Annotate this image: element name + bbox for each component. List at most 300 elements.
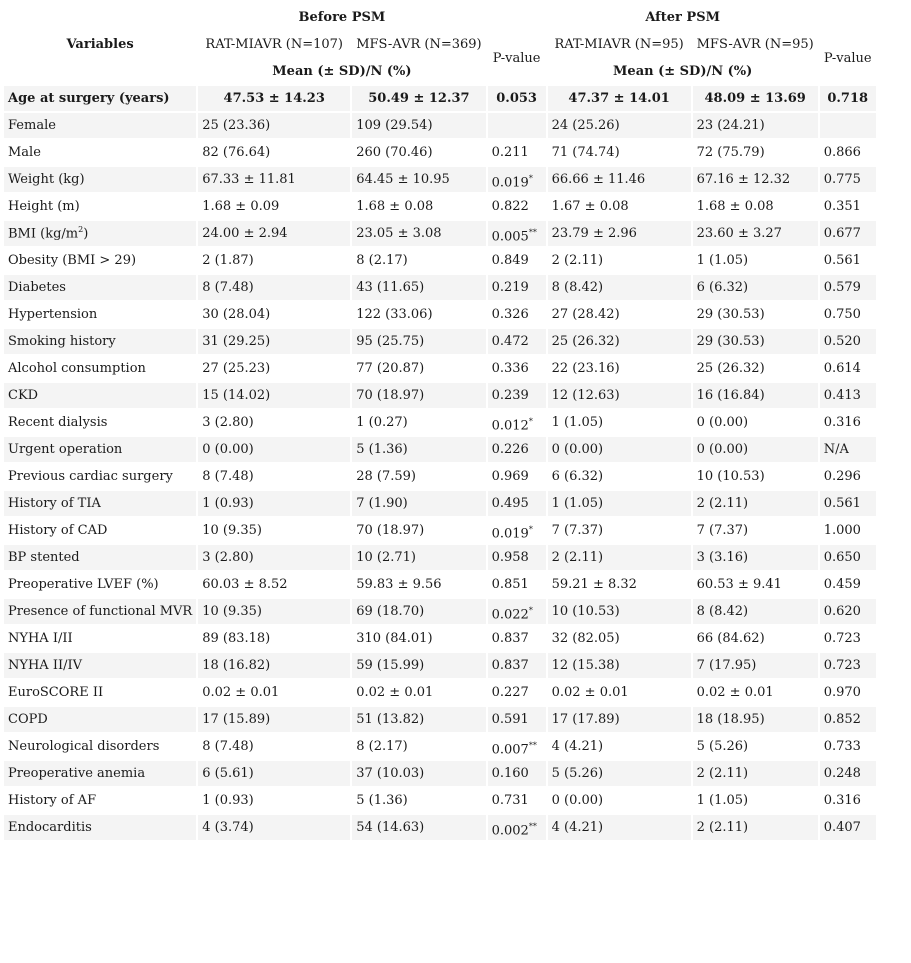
after-rat-value-text: 27 (28.42) [551, 307, 620, 322]
after-rat-value-text: 6 (6.32) [551, 469, 604, 484]
before-p-value-text: 0.227 [491, 685, 529, 700]
before-p-value [488, 248, 546, 273]
after-p-value [820, 410, 876, 435]
after-p-value-text: 0.413 [823, 388, 861, 403]
before-rat-value-text: 47.53 ± 14.23 [223, 91, 325, 106]
row-variable [4, 140, 196, 165]
after-rat-value-text: 10 (10.53) [551, 604, 620, 619]
before-p-value-text: 0.211 [491, 145, 529, 160]
before-p-value [488, 626, 546, 651]
after-rat-value [548, 518, 691, 543]
after-mfs-value [693, 221, 818, 246]
before-mfs-value-text: 7 (1.90) [356, 496, 408, 511]
before-mfs-value-text: 310 (84.01) [356, 631, 433, 646]
before-mfs-value-text: 59 (15.99) [356, 658, 425, 673]
row-variable [4, 518, 196, 543]
before-rat-value [198, 302, 350, 327]
after-p-value-text: 0.866 [823, 145, 861, 160]
after-mfs-value-text: 1 (1.05) [696, 253, 749, 268]
after-rat-value [548, 815, 691, 840]
before-p-value [488, 329, 546, 354]
before-rat-value-text: 1.68 ± 0.09 [202, 199, 280, 214]
before-rat-value-text: 82 (76.64) [202, 145, 271, 160]
after-rat-value-text: 12 (12.63) [551, 388, 620, 403]
after-rat-value-text: 4 (4.21) [551, 739, 604, 754]
before-mfs-value [352, 86, 485, 111]
after-rat-value [548, 113, 691, 138]
after-mfs-value [693, 410, 818, 435]
before-mfs-value-text: 0.02 ± 0.01 [356, 685, 434, 700]
after-p-value-text: 0.750 [823, 307, 861, 322]
before-rat-value [198, 329, 350, 354]
table-row [4, 707, 876, 732]
row-variable-text: Age at surgery (years) [8, 91, 170, 106]
row-variable-text: History of TIA [8, 496, 101, 511]
after-p-value [820, 788, 876, 813]
before-p-value-text: 0.326 [491, 307, 529, 322]
after-rat-value [548, 356, 691, 381]
row-variable [4, 248, 196, 273]
after-rat-value [548, 194, 691, 219]
before-rat-value-text: 2 (1.87) [202, 253, 254, 268]
after-rat-value-text: 25 (26.32) [551, 334, 620, 349]
header-spacer [820, 5, 876, 30]
after-mfs-value-text: 48.09 ± 13.69 [704, 91, 806, 106]
after-rat-value-text: 1.67 ± 0.08 [551, 199, 629, 214]
after-rat-value-text: 12 (15.38) [551, 658, 620, 673]
before-mfs-value [352, 788, 485, 813]
after-p-value [820, 167, 876, 192]
before-mfs-value [352, 410, 485, 435]
before-mfs-value-text: 70 (18.97) [356, 388, 425, 403]
row-variable [4, 545, 196, 570]
before-mfs-value-text: 5 (1.36) [356, 793, 408, 808]
before-rat-value [198, 572, 350, 597]
after-mfs-value-text: 7 (17.95) [696, 658, 757, 673]
before-mfs-value [352, 383, 485, 408]
before-rat-value [198, 761, 350, 786]
after-p-value-text: 0.316 [823, 415, 861, 430]
row-variable-text: NYHA I/II [8, 631, 73, 646]
after-rat-value-text: 66.66 ± 11.46 [551, 172, 646, 187]
table-row [4, 194, 876, 219]
after-mfs-value-text: 29 (30.53) [696, 307, 765, 322]
before-mfs-value [352, 302, 485, 327]
row-variable [4, 491, 196, 516]
before-p-value-text: 0.495 [491, 496, 529, 511]
row-variable-text: CKD [8, 388, 39, 403]
significance-marker: ** [528, 821, 537, 831]
before-p-value [488, 815, 546, 840]
before-mfs-value-text: 70 (18.97) [356, 523, 425, 538]
row-variable-text: NYHA II/IV [8, 658, 82, 673]
after-rat-value-text: 2 (2.11) [551, 253, 604, 268]
after-rat-value [548, 491, 691, 516]
table-row [4, 383, 876, 408]
header-before-psm: Before PSM [298, 10, 386, 25]
before-mfs-value-text: 1 (0.27) [356, 415, 408, 430]
before-rat-value-text: 18 (16.82) [202, 658, 271, 673]
before-p-value [488, 572, 546, 597]
before-p-value-text: 0.160 [491, 766, 529, 781]
before-mfs-value-text: 37 (10.03) [356, 766, 425, 781]
before-p-value [488, 680, 546, 705]
table-row [4, 356, 876, 381]
after-rat-value [548, 464, 691, 489]
after-p-value [820, 275, 876, 300]
significance-marker: ** [528, 227, 537, 237]
before-p-value-text: 0.019 [491, 175, 529, 190]
before-p-value [488, 761, 546, 786]
after-mfs-value [693, 113, 818, 138]
before-p-value [488, 491, 546, 516]
before-rat-value [198, 464, 350, 489]
header-rat-before: RAT-MIAVR (N=107) [205, 37, 343, 52]
before-p-value-text: 0.958 [491, 550, 529, 565]
before-p-value [488, 788, 546, 813]
table-header [4, 5, 876, 84]
before-rat-value-text: 60.03 ± 8.52 [202, 577, 288, 592]
after-mfs-value-text: 60.53 ± 9.41 [696, 577, 782, 592]
after-p-value-text: 0.650 [823, 550, 861, 565]
row-variable [4, 329, 196, 354]
before-mfs-value-text: 54 (14.63) [356, 820, 425, 835]
table-row [4, 113, 876, 138]
header-mean-sd-after: Mean (± SD)/N (%) [613, 64, 753, 79]
before-rat-value [198, 518, 350, 543]
before-mfs-value-text: 10 (2.71) [356, 550, 416, 565]
before-mfs-value-text: 28 (7.59) [356, 469, 416, 484]
after-mfs-value [693, 815, 818, 840]
after-mfs-value-text: 25 (26.32) [696, 361, 765, 376]
after-p-value-text: 0.677 [823, 226, 861, 241]
before-rat-value-text: 3 (2.80) [202, 550, 254, 565]
row-variable-text: Preoperative LVEF (%) [8, 577, 159, 592]
row-variable [4, 302, 196, 327]
after-p-value [820, 329, 876, 354]
after-p-value [820, 734, 876, 759]
before-mfs-value-text: 95 (25.75) [356, 334, 425, 349]
row-variable-text: History of AF [8, 793, 97, 808]
before-rat-value [198, 491, 350, 516]
after-rat-value [548, 572, 691, 597]
after-mfs-value-text: 3 (3.16) [696, 550, 749, 565]
before-mfs-value [352, 113, 485, 138]
after-p-value [820, 518, 876, 543]
table-row [4, 140, 876, 165]
header-mfs-before: MFS-AVR (N=369) [356, 37, 482, 52]
after-p-value [820, 680, 876, 705]
before-rat-value [198, 113, 350, 138]
after-p-value [820, 356, 876, 381]
after-mfs-value [693, 86, 818, 111]
before-rat-value [198, 248, 350, 273]
after-mfs-value-text: 5 (5.26) [696, 739, 749, 754]
after-rat-value-text: 32 (82.05) [551, 631, 620, 646]
row-variable [4, 626, 196, 651]
after-p-value-text: 0.733 [823, 739, 861, 754]
before-rat-value-text: 10 (9.35) [202, 523, 262, 538]
after-p-value [820, 599, 876, 624]
before-mfs-value-text: 69 (18.70) [356, 604, 425, 619]
before-mfs-value-text: 64.45 ± 10.95 [356, 172, 450, 187]
after-mfs-value-text: 29 (30.53) [696, 334, 765, 349]
after-rat-value [548, 680, 691, 705]
before-p-value-text: 0.472 [491, 334, 529, 349]
before-mfs-value [352, 653, 485, 678]
after-p-value [820, 113, 876, 138]
before-rat-value [198, 437, 350, 462]
before-mfs-value [352, 626, 485, 651]
after-p-value [820, 194, 876, 219]
before-p-value [488, 302, 546, 327]
unit-superscript: 2 [78, 225, 84, 235]
after-p-value-text: 0.561 [823, 496, 861, 511]
after-rat-value-text: 2 (2.11) [551, 550, 604, 565]
before-rat-value-text: 0.02 ± 0.01 [202, 685, 280, 700]
after-mfs-value [693, 356, 818, 381]
row-variable [4, 221, 196, 246]
before-mfs-value-text: 51 (13.82) [356, 712, 425, 727]
after-p-value [820, 626, 876, 651]
before-mfs-value-text: 5 (1.36) [356, 442, 408, 457]
row-variable-text: BMI (kg/m [8, 226, 79, 242]
after-p-value [820, 383, 876, 408]
row-variable-text: Diabetes [8, 280, 66, 295]
after-rat-value [548, 734, 691, 759]
before-p-value [488, 140, 546, 165]
after-rat-value-text: 71 (74.74) [551, 145, 620, 160]
before-p-value-text: 0.022 [491, 607, 529, 622]
after-p-value-text: 0.614 [823, 361, 861, 376]
before-mfs-value-text: 77 (20.87) [356, 361, 425, 376]
row-variable-text: Male [8, 145, 41, 160]
before-rat-value [198, 86, 350, 111]
after-mfs-value-text: 23 (24.21) [696, 118, 765, 133]
row-variable-text: Urgent operation [8, 442, 123, 457]
after-rat-value [548, 545, 691, 570]
after-p-value-text: 0.718 [827, 91, 869, 106]
after-mfs-value [693, 464, 818, 489]
table-row [4, 302, 876, 327]
after-mfs-value-text: 2 (2.11) [696, 820, 749, 835]
after-mfs-value [693, 329, 818, 354]
before-rat-value [198, 788, 350, 813]
before-mfs-value [352, 275, 485, 300]
before-rat-value [198, 275, 350, 300]
after-mfs-value-text: 1.68 ± 0.08 [696, 199, 774, 214]
before-p-value [488, 437, 546, 462]
after-p-value [820, 140, 876, 165]
before-p-value [488, 275, 546, 300]
after-mfs-value [693, 707, 818, 732]
baseline-characteristics-table [2, 3, 878, 842]
after-mfs-value [693, 761, 818, 786]
table-row [4, 788, 876, 813]
after-mfs-value [693, 626, 818, 651]
row-variable-text: Hypertension [8, 307, 98, 322]
row-variable-text: COPD [8, 712, 48, 727]
before-mfs-value [352, 464, 485, 489]
before-rat-value-text: 8 (7.48) [202, 739, 254, 754]
row-variable-text: Preoperative anemia [8, 766, 146, 781]
after-p-value [820, 815, 876, 840]
after-rat-value [548, 653, 691, 678]
before-rat-value [198, 167, 350, 192]
after-mfs-value-text: 0.02 ± 0.01 [696, 685, 774, 700]
table-row [4, 734, 876, 759]
after-rat-value [548, 761, 691, 786]
after-p-value-text: 0.561 [823, 253, 861, 268]
after-p-value-text: 0.459 [823, 577, 861, 592]
after-rat-value-text: 8 (8.42) [551, 280, 604, 295]
after-mfs-value [693, 545, 818, 570]
table-row [4, 545, 876, 570]
before-mfs-value-text: 50.49 ± 12.37 [368, 91, 470, 106]
after-p-value [820, 248, 876, 273]
row-variable-text: Neurological disorders [8, 739, 160, 754]
row-variable-text: History of CAD [8, 523, 108, 538]
table-row [4, 599, 876, 624]
before-rat-value-text: 0 (0.00) [202, 442, 254, 457]
table-row [4, 626, 876, 651]
after-rat-value-text: 0 (0.00) [551, 793, 604, 808]
before-p-value-text: 0.005 [491, 229, 529, 244]
after-p-value-text: N/A [823, 442, 849, 457]
after-rat-value-text: 24 (25.26) [551, 118, 620, 133]
before-p-value-text: 0.219 [491, 280, 529, 295]
after-mfs-value-text: 66 (84.62) [696, 631, 765, 646]
before-mfs-value [352, 194, 485, 219]
row-variable [4, 815, 196, 840]
after-p-value [820, 464, 876, 489]
before-p-value-text: 0.007 [491, 742, 529, 757]
before-mfs-value [352, 518, 485, 543]
before-p-value-text: 0.837 [491, 658, 529, 673]
before-rat-value-text: 25 (23.36) [202, 118, 271, 133]
before-mfs-value [352, 221, 485, 246]
after-p-value-text: 0.723 [823, 631, 861, 646]
row-variable [4, 86, 196, 111]
row-variable-text: Alcohol consumption [8, 361, 146, 376]
after-mfs-value-text: 10 (10.53) [696, 469, 765, 484]
after-mfs-value [693, 248, 818, 273]
before-rat-value [198, 194, 350, 219]
row-variable [4, 707, 196, 732]
before-rat-value-text: 6 (5.61) [202, 766, 254, 781]
before-p-value-text: 0.731 [491, 793, 529, 808]
table-row [4, 329, 876, 354]
before-mfs-value [352, 815, 485, 840]
before-rat-value-text: 27 (25.23) [202, 361, 271, 376]
before-mfs-value [352, 491, 485, 516]
header-p-value-after: P-value [823, 50, 872, 66]
row-variable [4, 383, 196, 408]
after-rat-value-text: 1 (1.05) [551, 415, 604, 430]
after-mfs-value [693, 302, 818, 327]
after-mfs-value-text: 67.16 ± 12.32 [696, 172, 791, 187]
row-variable-text: Smoking history [8, 334, 116, 349]
before-p-value-text: 0.239 [491, 388, 529, 403]
after-p-value [820, 437, 876, 462]
table-row [4, 167, 876, 192]
before-p-value [488, 383, 546, 408]
after-rat-value [548, 248, 691, 273]
after-mfs-value-text: 72 (75.79) [696, 145, 765, 160]
after-p-value-text: 0.296 [823, 469, 861, 484]
after-p-value [820, 572, 876, 597]
before-rat-value-text: 17 (15.89) [202, 712, 271, 727]
table-row [4, 815, 876, 840]
before-rat-value [198, 140, 350, 165]
before-mfs-value [352, 572, 485, 597]
after-p-value-text: 0.852 [823, 712, 861, 727]
after-mfs-value-text: 8 (8.42) [696, 604, 749, 619]
after-p-value [820, 86, 876, 111]
after-rat-value [548, 707, 691, 732]
after-p-value-text: 0.351 [823, 199, 861, 214]
after-rat-value [548, 626, 691, 651]
before-rat-value [198, 626, 350, 651]
after-rat-value-text: 17 (17.89) [551, 712, 620, 727]
row-variable [4, 410, 196, 435]
row-variable-text: EuroSCORE II [8, 685, 104, 700]
after-rat-value-text: 59.21 ± 8.32 [551, 577, 637, 592]
after-rat-value [548, 437, 691, 462]
after-p-value-text: 1.000 [823, 523, 861, 538]
after-p-value [820, 221, 876, 246]
before-rat-value [198, 680, 350, 705]
unit-tail: ) [83, 226, 89, 242]
table-row [4, 221, 876, 246]
before-mfs-value [352, 167, 485, 192]
before-rat-value [198, 653, 350, 678]
before-rat-value-text: 67.33 ± 11.81 [202, 172, 296, 187]
before-rat-value-text: 1 (0.93) [202, 793, 254, 808]
after-mfs-value [693, 140, 818, 165]
after-rat-value-text: 5 (5.26) [551, 766, 604, 781]
before-rat-value [198, 599, 350, 624]
after-p-value-text: 0.520 [823, 334, 861, 349]
after-mfs-value-text: 7 (7.37) [696, 523, 749, 538]
after-mfs-value-text: 16 (16.84) [696, 388, 765, 403]
after-mfs-value-text: 0 (0.00) [696, 442, 749, 457]
header-after-psm: After PSM [645, 10, 720, 25]
after-p-value-text: 0.723 [823, 658, 861, 673]
table-row [4, 86, 876, 111]
table-row [4, 680, 876, 705]
after-rat-value [548, 383, 691, 408]
header-variables: Variables [66, 37, 134, 52]
header-rat-after: RAT-MIAVR (N=95) [554, 37, 684, 52]
before-p-value-text: 0.012 [491, 418, 529, 433]
after-mfs-value-text: 1 (1.05) [696, 793, 749, 808]
after-p-value-text: 0.316 [823, 793, 861, 808]
after-mfs-value [693, 491, 818, 516]
after-p-value [820, 761, 876, 786]
after-mfs-value-text: 23.60 ± 3.27 [696, 226, 782, 241]
before-mfs-value [352, 599, 485, 624]
row-variable-text: Weight (kg) [8, 172, 85, 187]
after-p-value [820, 653, 876, 678]
after-rat-value [548, 599, 691, 624]
row-variable [4, 572, 196, 597]
before-rat-value-text: 3 (2.80) [202, 415, 254, 430]
before-mfs-value-text: 8 (2.17) [356, 739, 408, 754]
before-mfs-value-text: 260 (70.46) [356, 145, 433, 160]
after-mfs-value [693, 383, 818, 408]
after-mfs-value-text: 18 (18.95) [696, 712, 765, 727]
